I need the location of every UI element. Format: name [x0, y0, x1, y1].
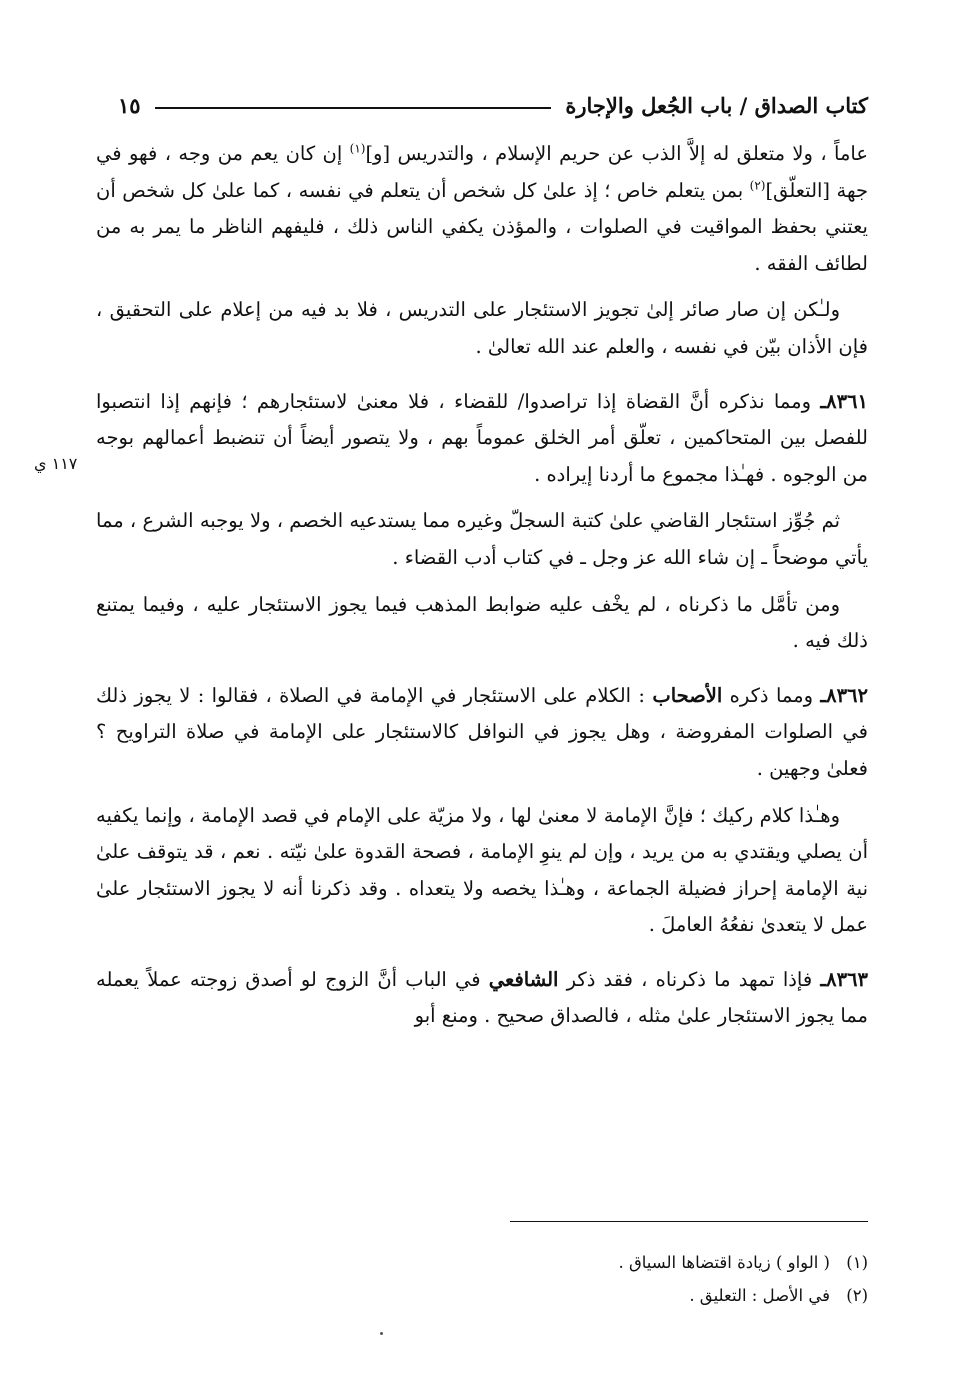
page-number: ١٥	[118, 93, 141, 118]
paragraph-8361-text: ومما نذكره أنَّ القضاة إذا تراصدوا/ للقضاء ، فلا معنىٰ لاستئجارهم ؛ فإنهم إذا انتصبوا للفصل بين المتحاكمين ، تعلّق أمر الخلق عموماً بهم ، ولا يتصور أيضاً أن تنضبط أعمالهم بوجه من الوجوه . فهـٰذا مجموع ما أردنا إيراده .	[96, 389, 868, 486]
paragraph-1-part-3: بمن يتعلم خاص ؛ إذ علىٰ كل شخص أن يتعلم في نفسه ، كما علىٰ كل شخص أن يعتني بحفظ المواقيت في الصلوات ، والمؤذن يكفي الناس ذلك ، فليفهم الناظر ما يمر به من لطائف الفقه .	[96, 178, 868, 275]
paragraph-8362-part-2: : الكلام على الاستئجار في الإمامة في الصلاة ، فقالوا : لا يجوز ذلك في الصلوات المفروضة ، وهل يجوز في النوافل كالاستئجار على الإمامة في صلاة التراويح ؟ فعلىٰ وجهين .	[96, 683, 868, 780]
footnote-separator	[510, 1221, 868, 1222]
paragraph-8363	[96, 962, 868, 1035]
footnote-ref-1: (١)	[349, 141, 366, 156]
header-title: كتاب الصداق / باب الجُعل والإجارة	[565, 93, 868, 118]
margin-note: ١١٧ ي	[34, 454, 78, 473]
paragraph-2: ولـٰكن إن صار صائر إلىٰ تجويز الاستئجار على التدريس ، فلا بد فيه من إعلام على التحقيق ، فإن الأذان بيّن في نفسه ، والعلم عند الله تعالىٰ .	[96, 298, 868, 358]
footnotes	[96, 1246, 868, 1312]
footnote-1-number: (١)	[846, 1253, 868, 1272]
paragraph-7: وهـٰذا كلام ركيك ؛ فإنَّ الإمامة لا معنىٰ لها ، ولا مزيّة على الإمام في قصد الإمامة ، وإنما يكفيه أن يصلي ويقتدي به من يريد ، وإن لم ينوِ الإمامة ، فصحة القدوة علىٰ نيّته . نعم ، قد يتوقف علىٰ نية الإمامة إحراز فضيلة الجماعة ، وهـٰذا يخصه ولا يتعداه . وقد ذكرنا أنه لا يجوز الاستئجار علىٰ عمل لا يتعدىٰ نفعُهُ العاملَ .	[96, 803, 868, 937]
paragraph-4: ثم جُوِّز استئجار القاضي علىٰ كتبة السجلّ وغيره مما يستدعيه الخصم ، ولا يوجبه الشرع ، مما يأتي موضحاً ـ إن شاء الله عز وجل ـ في كتاب أدب القضاء .	[96, 509, 868, 569]
paragraph-1	[96, 136, 868, 282]
section-number-8363: ٨٣٦٣ـ	[820, 967, 868, 991]
header-rule	[155, 107, 552, 109]
paragraph-8362	[96, 678, 868, 788]
paragraph-1-part-2: إن كان يعم من وجه ، فهو في جهة [التعلّق]	[96, 142, 869, 202]
paragraph-8363-part-1: فإذا تمهد ما ذكرناه ، فقد ذكر	[558, 967, 821, 991]
footnote-ref-2: (٢)	[749, 178, 766, 193]
section-number-8361: ٨٣٦١ـ	[820, 389, 868, 413]
footnote-2	[96, 1279, 868, 1312]
term-ashab: الأصحاب	[652, 683, 723, 707]
footnote-2-text: في الأصل : التعليق .	[689, 1286, 830, 1305]
paragraph-5: ومن تأمَّل ما ذكرناه ، لم يخْف عليه ضوابط المذهب فيما يجوز الاستئجار عليه ، وفيما يمتنع ذلك فيه .	[96, 592, 868, 653]
term-shafii: الشافعي	[488, 967, 559, 991]
paragraph-1-part-1: عاماً ، ولا متعلق له إلاَّ الذب عن حريم الإسلام ، والتدريس [و]	[365, 142, 868, 165]
main-text	[96, 136, 868, 1035]
paragraph-8361	[96, 384, 868, 494]
scan-speck	[380, 1332, 383, 1335]
footnote-2-number: (٢)	[846, 1286, 868, 1305]
running-header	[118, 84, 868, 118]
section-number-8362: ٨٣٦٢ـ	[820, 683, 868, 707]
footnote-1-text: ( الواو ) زيادة اقتضاها السياق .	[618, 1253, 830, 1272]
paragraph-8363-part-2: في الباب أنَّ الزوج لو أصدق زوجته عملاً يعمله مما يجوز الاستئجار علىٰ مثله ، فالصداق صحيح . ومنع أبو	[96, 967, 868, 1028]
footnote-1	[96, 1246, 868, 1279]
paragraph-8362-part-1: ومما ذكره	[722, 683, 821, 707]
